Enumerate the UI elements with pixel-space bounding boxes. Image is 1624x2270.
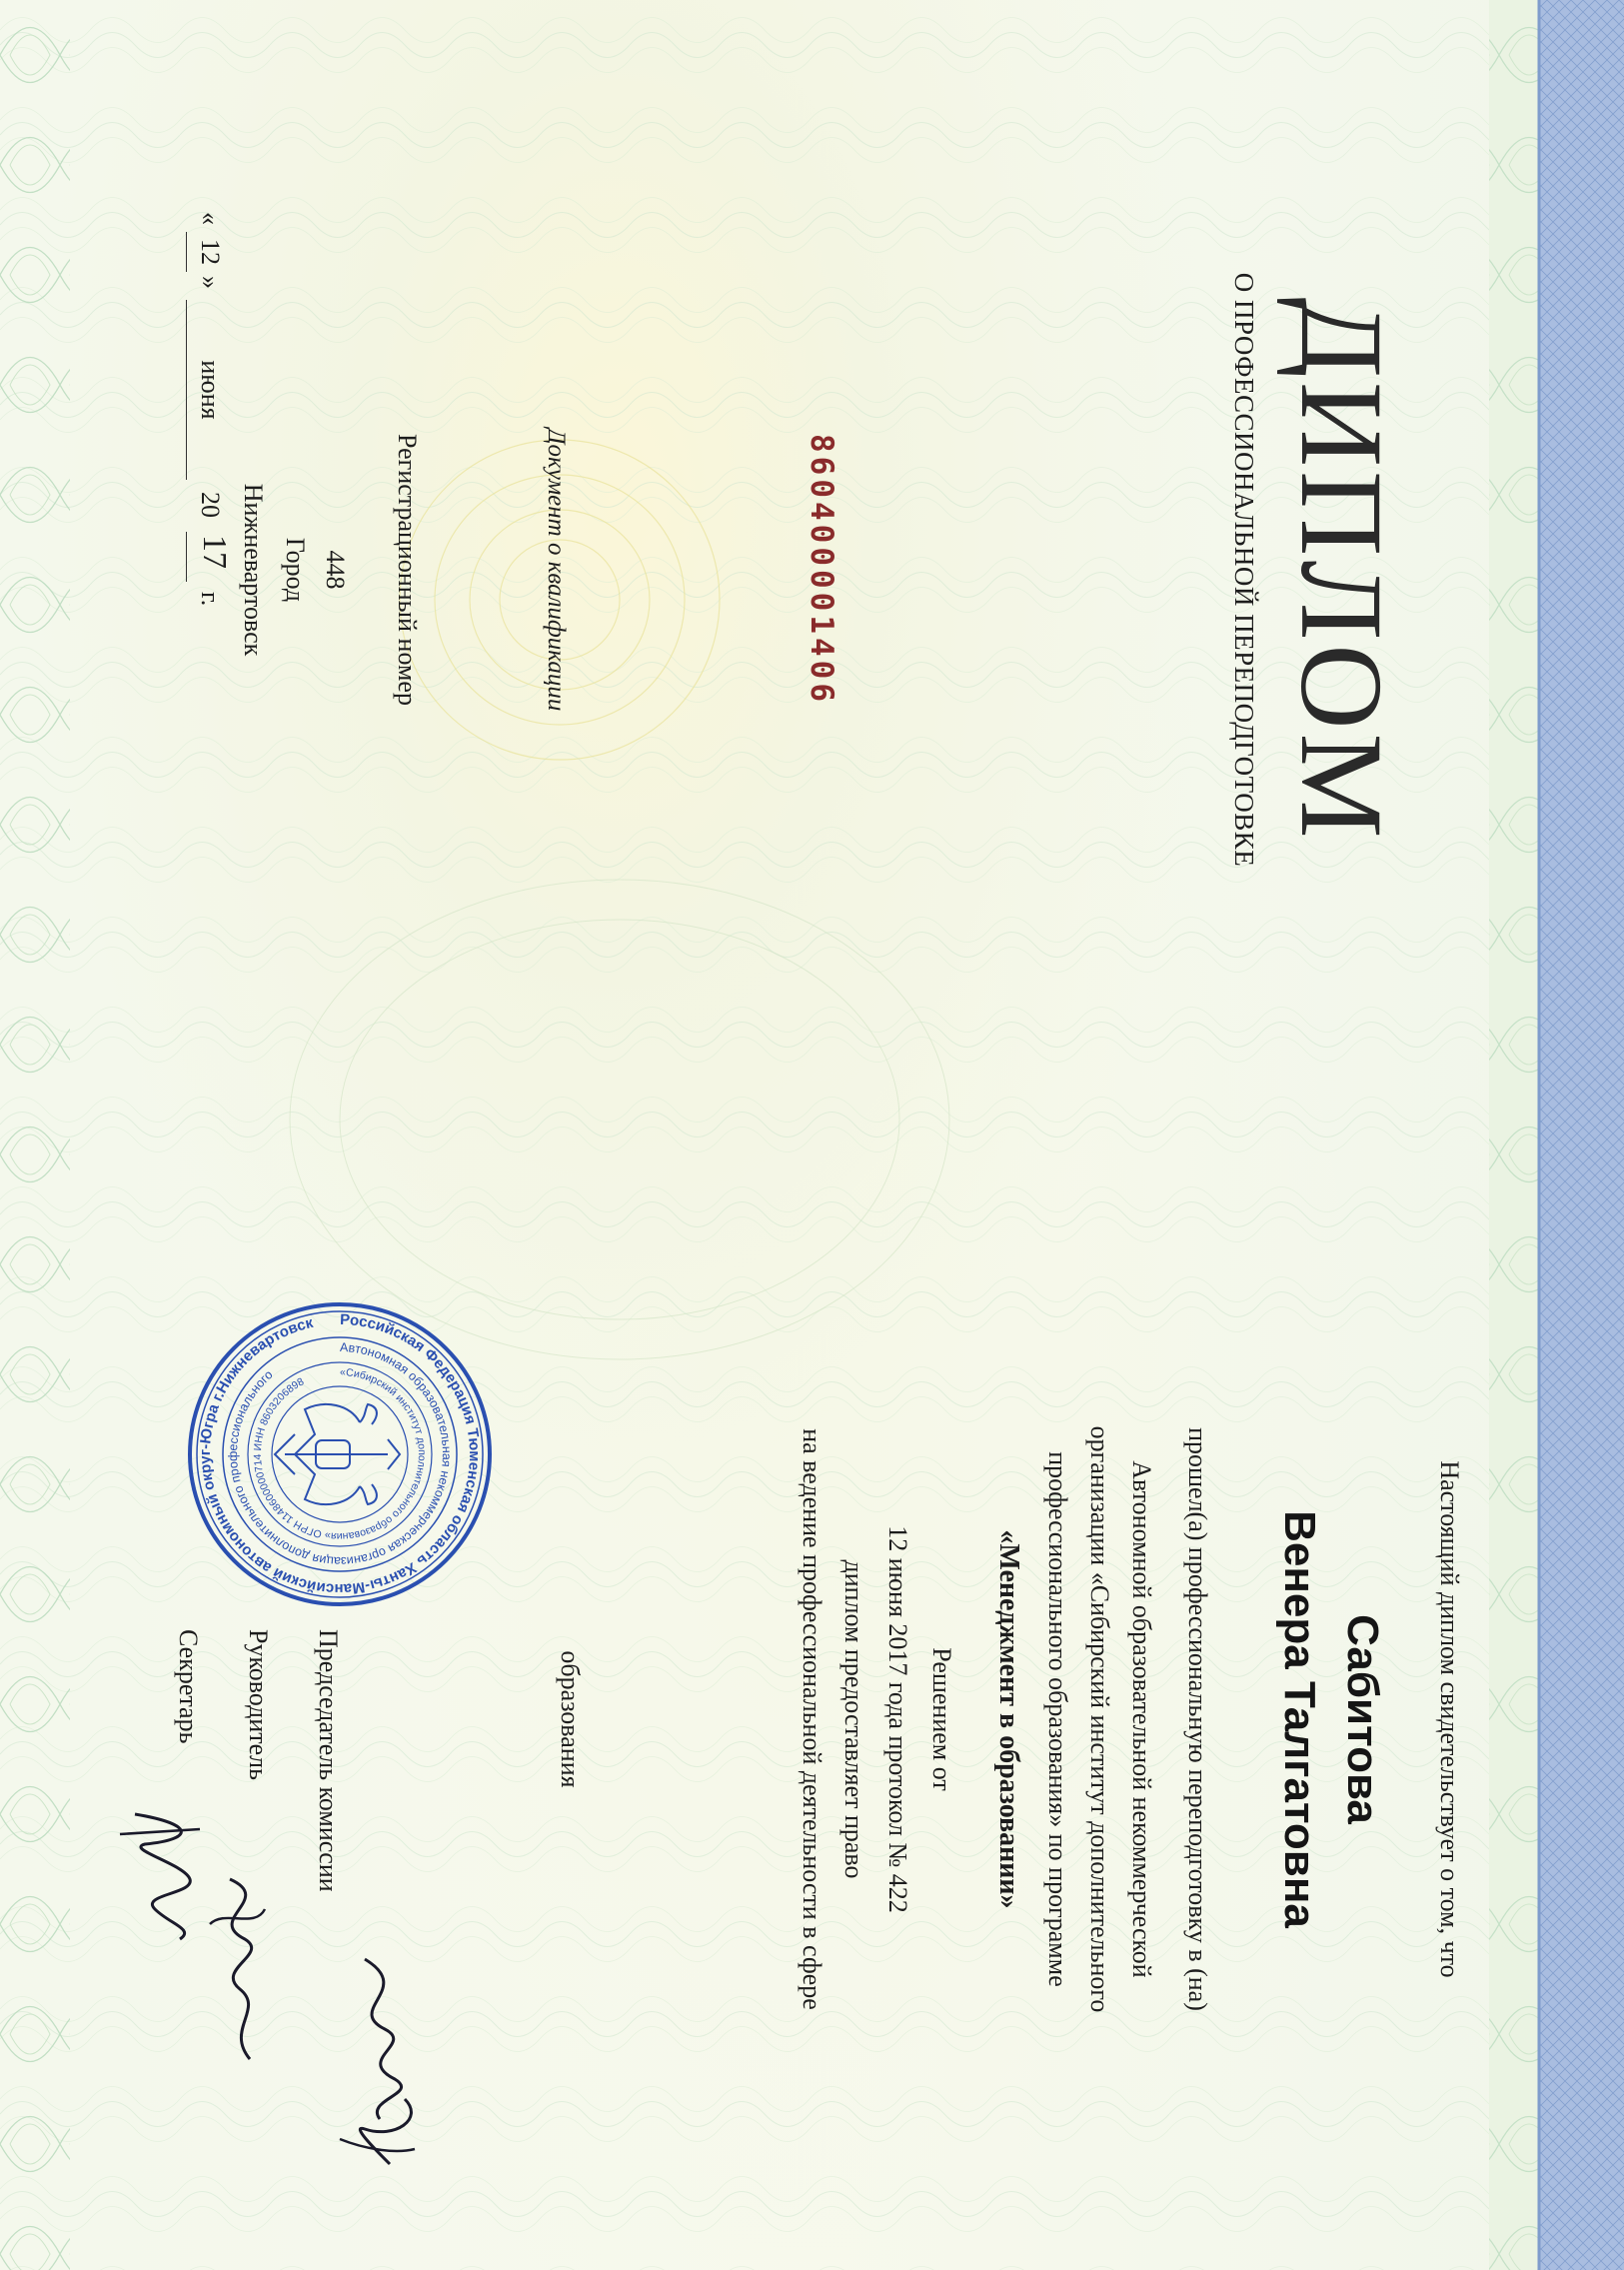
- surname: Сабитова: [1338, 1614, 1387, 1824]
- seal-middle-text: Автономная образовательная некоммерческая организация дополнительного профессионального: [225, 1339, 455, 1569]
- program-name: «Менеджмент в образовании»: [993, 1529, 1024, 1909]
- date-month: июня: [196, 360, 225, 420]
- diploma-title: ДИПЛОМ: [1276, 297, 1407, 843]
- city-label: Город: [281, 537, 310, 603]
- org-line-2: организации «Сибирский институт дополнительного: [1085, 1425, 1114, 2013]
- certifies-text: Настоящий диплом свидетельствует о том, что: [1435, 1460, 1464, 1978]
- double-headed-eagle-icon: [275, 1404, 400, 1504]
- date-quote-open: «: [196, 212, 225, 225]
- org-line-1: Автономной образовательной некоммерческой: [1127, 1460, 1156, 1978]
- given-names: Венера Талгатовна: [1275, 1510, 1324, 1928]
- date-day: 12: [196, 239, 225, 265]
- date-month-line: [186, 300, 187, 480]
- completed-text: прошел(а) профессиональную переподготовку в (на): [1183, 1427, 1212, 2011]
- serial-number: 860400001406: [804, 434, 839, 706]
- field-value: образования: [556, 1650, 585, 1788]
- secretary-label: Секретарь: [174, 1629, 203, 1744]
- seal-inner-text: «Сибирский институт дополнительного образования» ОГРН 1148600000714 ИНН 8603206898: [251, 1365, 429, 1543]
- date-year-prefix: 20: [196, 492, 225, 518]
- chairman-signature: [325, 1949, 435, 2179]
- document-qualification-label: Документ о квалификации: [543, 428, 570, 712]
- seal-outer-text: Российская Федерация Тюменская область Ханты-Мансийский автономный округ-Югра г.Нижневартовск: [196, 1310, 484, 1598]
- registration-number-value: 448: [321, 550, 350, 590]
- diploma-subtitle: О ПРОФЕССИОНАЛЬНОЙ ПЕРЕПОДГОТОВКЕ: [1229, 272, 1259, 868]
- grants-right-text: диплом предоставляет право: [839, 1559, 868, 1879]
- chairman-label: Председатель комиссии: [314, 1629, 343, 1892]
- official-seal: [180, 1294, 500, 1614]
- date-year-suffix: 17: [196, 535, 233, 569]
- decision-date-protocol: 12 июня 2017 года протокол № 422: [883, 1525, 912, 1913]
- org-line-3: профессионального образования» по программе: [1043, 1451, 1072, 1987]
- director-label: Руководитель: [244, 1629, 273, 1780]
- registration-number-label: Регистрационный номер: [393, 434, 422, 706]
- decision-label: Решением от: [927, 1647, 956, 1791]
- date-quote-close: »: [196, 276, 225, 289]
- field-text: на ведение профессиональной деятельности в сфере: [798, 1428, 826, 2010]
- date-day-line: [186, 232, 187, 272]
- secretary-signature: [115, 1799, 215, 1949]
- date-year-line: [186, 532, 187, 582]
- city-value: Нижневартовск: [239, 483, 268, 657]
- date-year-unit: г.: [196, 592, 225, 607]
